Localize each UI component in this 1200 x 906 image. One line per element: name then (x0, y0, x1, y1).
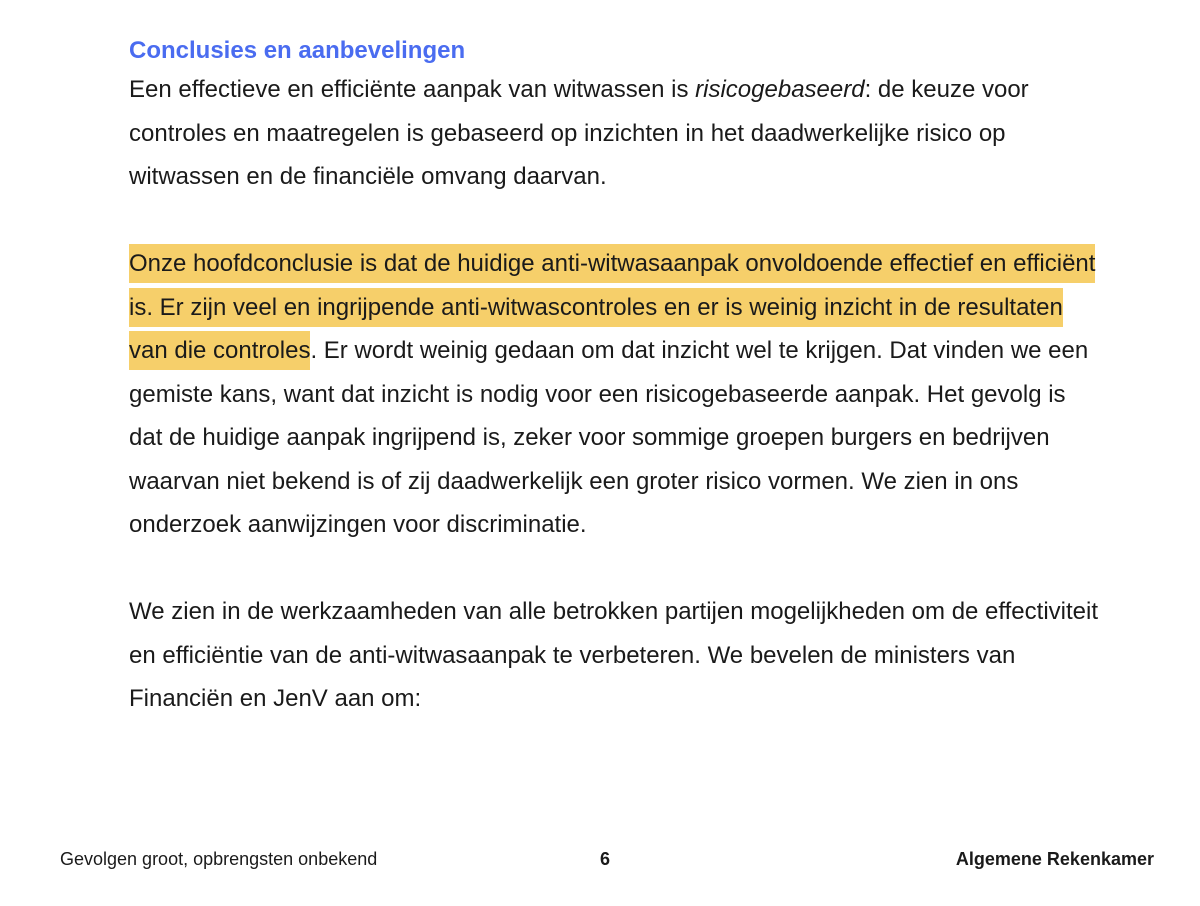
paragraph-intro-text-after: : de keuze voor controles en maatregelen is gebaseerd op inzichten in het daadwerkelijke risico op witwassen en de financiële omvang daarvan. (129, 76, 1029, 190)
footer-organization: Algemene Rekenkamer (955, 849, 1154, 869)
paragraph-intro-emphasis: risicogebaseerd (695, 76, 865, 103)
section-heading: Conclusies en aanbevelingen (129, 37, 466, 64)
footer-document-title: Gevolgen groot, opbrengsten onbekend (60, 849, 378, 869)
paragraph-intro (129, 68, 1099, 199)
paragraph-main-conclusion (129, 242, 1099, 547)
paragraph-recommendations: We zien in de werkzaamheden van alle betrokken partijen mogelijkheden om de effectiviteit en efficiëntie van de anti-witwasaanpak te verbeteren. We bevelen de ministers van Financiën en JenV aan om: (129, 598, 1098, 712)
highlighted-conclusion: Onze hoofdconclusie is dat de huidige anti-witwasaanpak onvoldoende effectief en efficiënt is. Er zijn veel en ingrijpende anti-witwascontroles en er is weinig inzicht in de resultaten van die controles (129, 244, 1095, 370)
page-content (129, 34, 1099, 721)
footer-page-number: 6 (600, 849, 611, 869)
paragraph-intro-text-before: Een effectieve en efficiënte aanpak van witwassen is (129, 76, 696, 103)
paragraph-main-conclusion-rest: . Er wordt weinig gedaan om dat inzicht wel te krijgen. Dat vinden we een gemiste kans, want dat inzicht is nodig voor een risicogebaseerde aanpak. Het gevolg is dat de huidige aanpak ingrijpend is, zeker voor sommige groepen burgers en bedrijven waarvan niet bekend is of zij daadwerkelijk een groter risico vormen. We zien in ons onderzoek aanwijzingen voor discriminatie. (129, 337, 1089, 538)
page-footer (60, 845, 1154, 873)
